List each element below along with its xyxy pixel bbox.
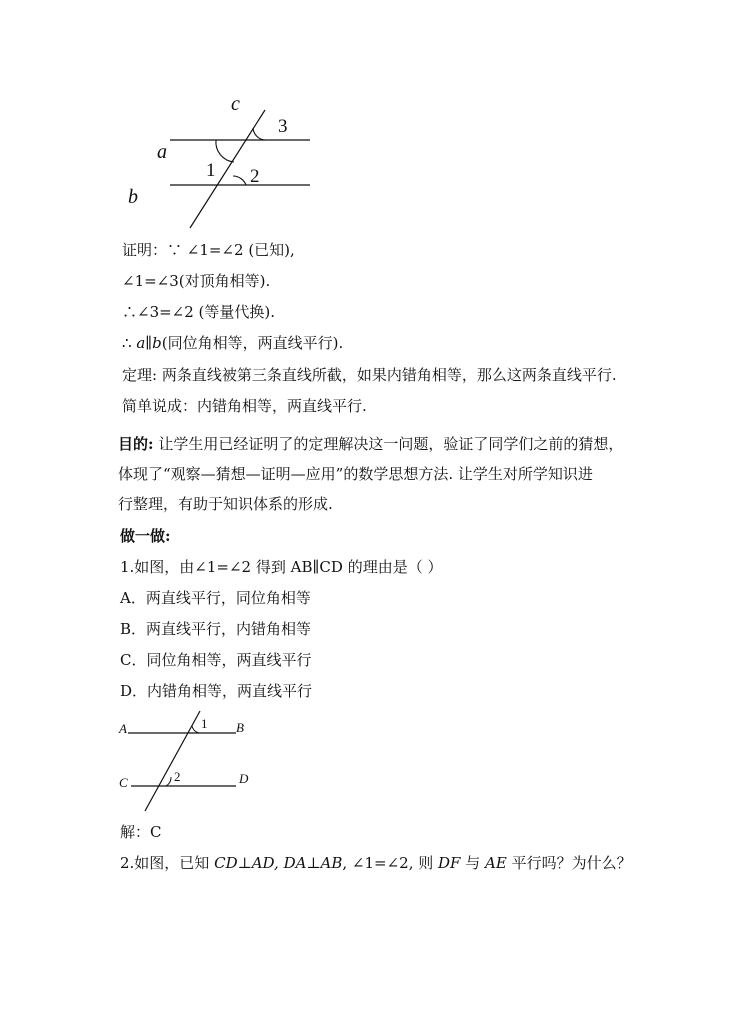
parallel-lines-figure-2 bbox=[0, 705, 737, 815]
label-D: D bbox=[239, 771, 249, 786]
question-1: 1.如图，由∠1=∠2 得到 AB∥CD 的理由是（ ） bbox=[120, 558, 443, 576]
label-3: 3 bbox=[278, 116, 288, 137]
q2-math-2: DF bbox=[438, 854, 461, 872]
question-2 bbox=[120, 853, 632, 873]
label-2: 2 bbox=[250, 166, 260, 187]
theorem-short: 简单说成：内错角相等，两直线平行. bbox=[122, 397, 367, 415]
purpose-line-2: 体现了“观察—猜想—证明—应用”的数学思想方法. 让学生对所学知识进 bbox=[118, 465, 593, 483]
label-C: C bbox=[119, 775, 128, 790]
theorem-text: 定理: 两条直线被第三条直线所截，如果内错角相等，那么这两条直线平行. bbox=[122, 366, 617, 384]
proof-line-3: ∴∠3=∠2 (等量代换). bbox=[122, 303, 276, 321]
purpose-line-1 bbox=[118, 434, 623, 454]
angle-1-arc bbox=[216, 140, 234, 162]
angle-1-arc bbox=[192, 726, 199, 733]
q2-math-3: AE bbox=[485, 854, 507, 872]
label-angle-2: 2 bbox=[174, 769, 181, 784]
q2-mid: , ∠1=∠2, 则 bbox=[342, 854, 439, 872]
angle-2-arc bbox=[233, 176, 246, 185]
transversal bbox=[145, 711, 200, 811]
option-d: D．内错角相等，两直线平行 bbox=[120, 682, 313, 700]
q2-math-1: CD⊥AD, DA⊥AB bbox=[214, 854, 343, 872]
parallel-lines-figure-1 bbox=[0, 0, 737, 240]
proof-line-4-prefix: ∴ bbox=[122, 334, 137, 352]
label-B: B bbox=[236, 720, 244, 735]
exercise-heading: 做一做: bbox=[120, 527, 171, 545]
proof-line-4-suffix: (同位角相等，两直线平行). bbox=[161, 334, 344, 352]
purpose-text-1: 让学生用已经证明了的定理解决这一问题，验证了同学们之前的猜想， bbox=[153, 435, 624, 453]
purpose-label: 目的: bbox=[118, 435, 154, 453]
q2-mid-2: 与 bbox=[460, 854, 486, 872]
angle-3-arc bbox=[253, 128, 265, 140]
label-a: a bbox=[157, 141, 167, 163]
option-b: B．两直线平行，内错角相等 bbox=[120, 620, 312, 638]
proof-line-2: ∠1=∠3(对顶角相等). bbox=[122, 272, 271, 290]
label-c: c bbox=[231, 93, 240, 115]
proof-line-4-math: a∥b bbox=[136, 334, 162, 352]
option-c: C．同位角相等，两直线平行 bbox=[120, 651, 312, 669]
label-A: A bbox=[119, 721, 127, 736]
answer-1: 解：C bbox=[120, 823, 162, 841]
q2-prefix: 2.如图，已知 bbox=[120, 854, 215, 872]
q2-suffix: 平行吗？为什么？ bbox=[506, 854, 632, 872]
label-1: 1 bbox=[206, 160, 216, 181]
label-angle-1: 1 bbox=[201, 716, 208, 731]
proof-line-1: 证明：∵ ∠1=∠2 (已知), bbox=[122, 241, 295, 259]
option-a: A．两直线平行，同位角相等 bbox=[120, 589, 311, 607]
angle-2-arc bbox=[166, 777, 171, 786]
proof-line-4 bbox=[122, 333, 343, 353]
purpose-line-3: 行整理，有助于知识体系的形成. bbox=[118, 495, 333, 513]
label-b: b bbox=[128, 186, 138, 208]
